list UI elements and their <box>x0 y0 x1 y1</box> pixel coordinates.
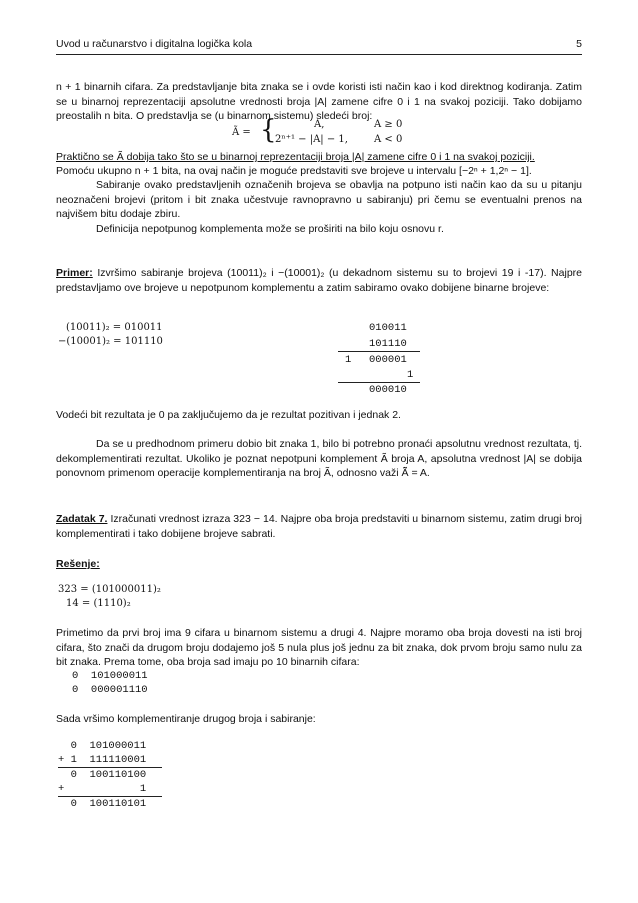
page-header <box>56 36 582 55</box>
paragraph-leading-bit: Vodeći bit rezultata je 0 pa zaključujemo da je rezultat pozitivan i jednak 2. <box>56 409 401 421</box>
sum-line2: + 1 111110001 <box>58 754 147 766</box>
example-carry: 1 <box>345 354 352 366</box>
paragraph-range: Pomoću ukupno n + 1 bita, na ovaj način je moguće predstaviti sve brojeve u intervalu [−2ⁿ + 1,2ⁿ − 1]. <box>56 165 532 177</box>
formula-case2-expr: 2ⁿ⁺¹ − |A| − 1, <box>275 134 348 145</box>
paragraph-practical: Praktično se Ã dobija tako što se u binarnoj reprezentaciji broja |A| zamene cifre 0 i 1 na svakoj poziciji. <box>56 151 535 163</box>
example-text: Izvršimo sabiranje brojeva (10011)₂ i −(10001)₂ (u dekadnom sistemu su to brojevi 19 i -17). Najpre predstavljamo ove brojeve u nepotpunom komplementu a zatim sabiramo ovako dobijene binarne brojeve: <box>56 267 582 294</box>
paragraph-decomplement: Da se u predhodnom primeru dobio bit znaka 1, bilo bi potrebno pronaći apsolutnu vrednost rezultata, tj. dekomplementirati rezultat. Ukoliko je poznat nepotpuni komplement Ã broja A, apsolutna vrednost |A| se dobija ponovnom primenom operacije komplementiranja na broj Ã, odnosno važi Ã̃ = A. <box>56 438 582 479</box>
formula-case1-cond: A ≥ 0 <box>374 119 403 130</box>
task-label: Zadatak 7. <box>56 513 108 525</box>
sum-rule1 <box>58 767 162 768</box>
equation-323: 323 = (101000011)₂ <box>58 584 161 595</box>
example-label: Primer: <box>56 267 93 279</box>
solution-heading: Rešenje: <box>56 558 100 570</box>
example-result: 000010 <box>369 384 407 396</box>
example-paragraph <box>56 266 582 295</box>
sum-line4: + 1 <box>58 783 147 795</box>
example-sum-line3: 000001 <box>369 354 407 366</box>
formula-case2-cond: A < 0 <box>374 134 403 145</box>
paragraph-intro: n + 1 binarnih cifara. Za predstavljanje bita znaka se i ovde koristi isti način kao i kod direktnog kodiranja. Zatim se u binarnoj reprezentaciji apsolutne vrednosti broja |A| zamene cifre 0 i 1 na svakoj poziciji. Tako dobijamo preostalih n bita. O predstavlja se (u binarnom sistemu) sledeći broj: <box>56 81 582 122</box>
sum-line1: 0 101000011 <box>58 740 147 752</box>
paragraph-complement: Sada vršimo komplementiranje drugog broja i sabiranje: <box>56 713 316 725</box>
formula-brace: { <box>260 115 277 145</box>
example-left-line2: −(10001)₂ = 101110 <box>58 336 163 347</box>
task-text: Izračunati vrednost izraza 323 − 14. Najpre oba broja predstaviti u binarnom sistemu, zatim drugi broj komplementirati i tako dobijene brojeve sabrati. <box>56 513 582 540</box>
example-left-line1: (10011)₂ = 010011 <box>66 322 163 333</box>
paragraph-digit-count: Primetimo da prvi broj ima 9 cifara u binarnom sistemu a drugi 4. Najpre moramo oba broja dovesti na isti broj cifara, što znači da drugom broju dodajemo još 5 nula plus još jednu za bit znaka, dok prvom broju samo nulu za bit znaka. Prema tome, oba broja sad imaju po 10 binarnih cifara: <box>56 627 582 668</box>
paragraph-definition: Definicija nepotpunog komplementa može se proširiti na bilo koju osnovu r. <box>96 223 444 235</box>
page-number: 5 <box>576 38 582 50</box>
example-sum-line1: 010011 <box>369 322 407 334</box>
header-title: Uvod u računarstvo i digitalna logička kola <box>56 38 253 50</box>
task-paragraph <box>56 512 582 541</box>
example-rule2 <box>338 382 420 383</box>
example-sum-line2: 101110 <box>369 338 407 350</box>
binary-line2: 0 000001110 <box>72 684 148 696</box>
equation-14: 14 = (1110)₂ <box>66 598 131 609</box>
example-rule1 <box>338 351 420 352</box>
paragraph-addition: Sabiranje ovako predstavljenih označenih brojeva se obavlja na potpuno isti način kao da su u pitanju neoznačeni brojevi (pritom i bit znaka učestvuje ravnopravno u sabiranju) pri čemu se eventualni prenos na najvišem bitu dodaje zbiru. <box>56 179 582 220</box>
formula-lhs: Ã = <box>232 127 251 138</box>
sum-line3: 0 100110100 <box>58 769 147 781</box>
sum-rule2 <box>58 796 162 797</box>
binary-line1: 0 101000011 <box>72 670 148 682</box>
sum-result: 0 100110101 <box>58 798 147 810</box>
example-sum-line4: 1 <box>407 369 414 381</box>
formula-case1-expr: A, <box>314 119 325 130</box>
